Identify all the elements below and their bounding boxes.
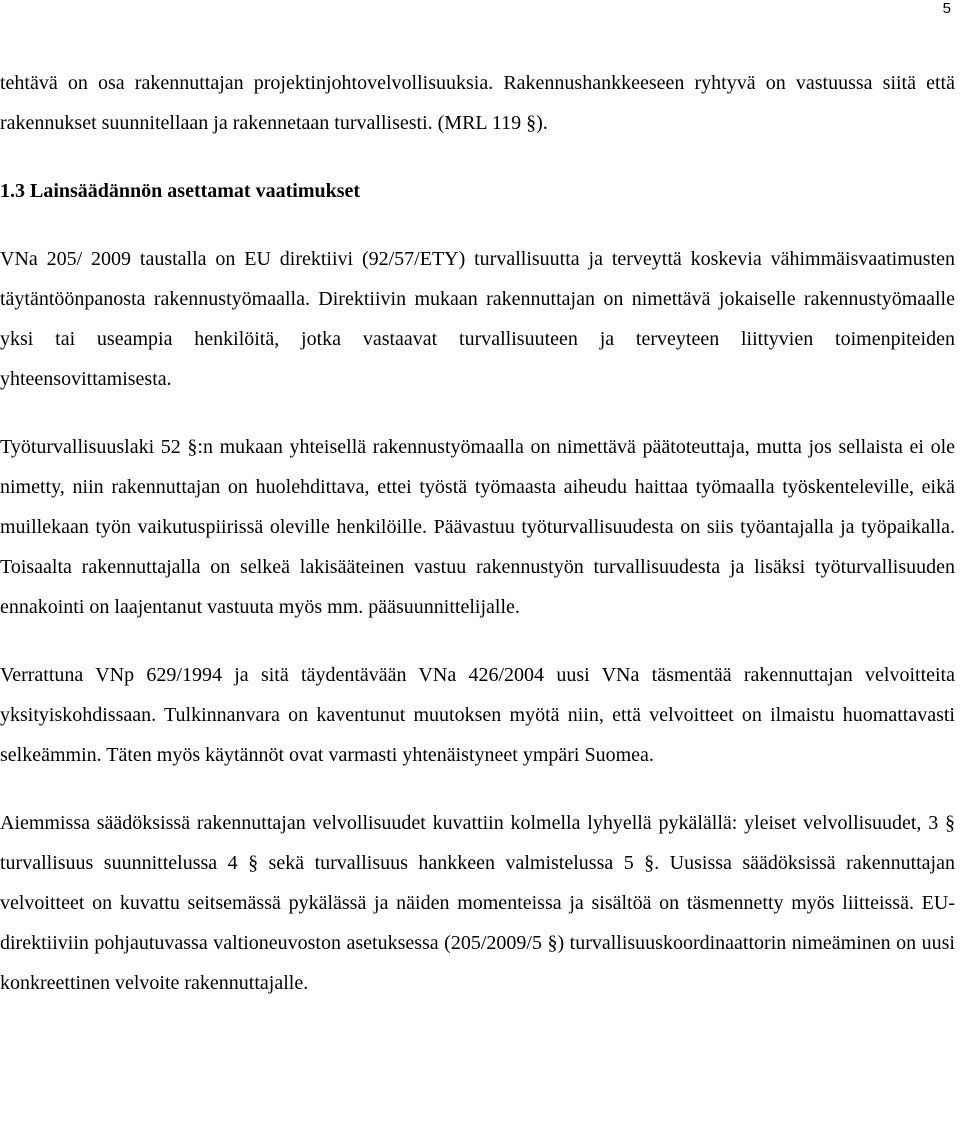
paragraph-safety-law: Työturvallisuuslaki 52 §:n mukaan yhteisellä rakennustyömaalla on nimettävä päätoteuttaja, mutta jos sellaista ei ole nimetty, niin rakennuttajan on huolehdittava, ettei työstä työmaasta aiheudu haittaa työmaalla työskenteleville, eikä muillekaan työn vaikutuspiirissä oleville henkilöille. Päävastuu työturvallisuudesta on siis työantajalla ja työpaikalla. Toisaalta rakennuttajalla on selkeä lakisääteinen vastuu rakennustyön turvallisuudesta ja lisäksi työturvallisuuden ennakointi on laajentanut vastuuta myös mm. pääsuunnittelijalle. bbox=[0, 436, 955, 618]
paragraph-directive: VNa 205/ 2009 taustalla on EU direktiivi (92/57/ETY) turvallisuutta ja terveyttä koskevia vähimmäisvaatimusten täytäntöönpanosta rakennustyömaalla. Direktiivin mukaan rakennuttajan on nimettävä jokaiselle rakennustyömaalle yksi tai useampia henkilöitä, jotka vastaavat turvallisuuteen ja terveyteen liittyvien toimenpiteiden yhteensovittamisesta. bbox=[0, 248, 955, 390]
section-heading: 1.3 Lainsäädännön asettamat vaatimukset bbox=[0, 180, 361, 202]
page-number: 5 bbox=[942, 0, 951, 17]
paragraph-continuation: tehtävä on osa rakennuttajan projektinjohtovelvollisuuksia. Rakennushankkeeseen ryhtyvä on vastuussa siitä että rakennukset suunnitellaan ja rakennetaan turvallisesti. (MRL 119 §). bbox=[0, 72, 955, 134]
paragraph-previous-regulations: Aiemmissa säädöksissä rakennuttajan velvollisuudet kuvattiin kolmella lyhyellä pykälällä: yleiset velvollisuudet, 3 § turvallisuus suunnittelussa 4 § sekä turvallisuus hankkeen valmistelussa 5 §. Uusissa säädöksissä rakennuttajan velvoitteet on kuvattu seitsemässä pykälässä ja näiden momenteissa ja sisältöä on täsmennetty myös liitteissä. EU-direktiiviin pohjautuvassa valtioneuvoston asetuksessa (205/2009/5 §) turvallisuuskoordinaattorin nimeäminen on uusi konkreettinen velvoite rakennuttajalle. bbox=[0, 812, 955, 994]
paragraph-comparison: Verrattuna VNp 629/1994 ja sitä täydentävään VNa 426/2004 uusi VNa täsmentää rakennuttajan velvoitteita yksityiskohdissaan. Tulkinnanvara on kaventunut muutoksen myötä niin, että velvoitteet on ilmaistu huomattavasti selkeämmin. Täten myös käytännöt ovat varmasti yhtenäistyneet ympäri Suomea. bbox=[0, 664, 955, 766]
document-body bbox=[0, 63, 955, 1003]
